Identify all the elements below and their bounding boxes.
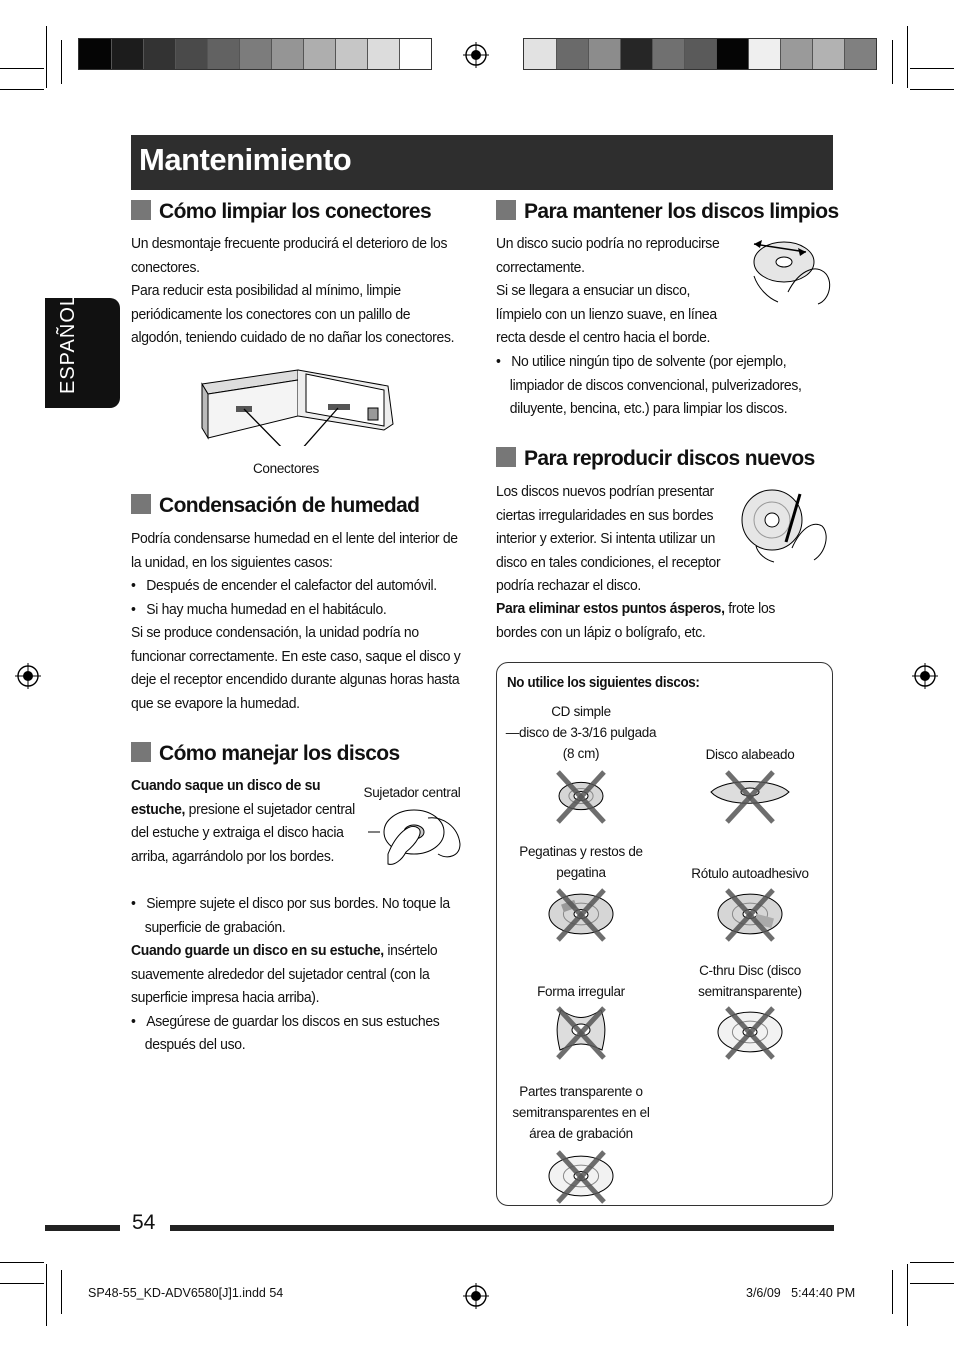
manejar-text-top <box>131 774 358 868</box>
limpios-text-top <box>496 232 737 350</box>
crop-mark <box>907 1264 908 1326</box>
bad-disc-label: Pegatinas y restos de pegatina <box>519 844 643 880</box>
footer-date-info: 3/6/09 5:44:40 PM <box>746 1286 856 1300</box>
bad-disc-label: Rótulo autoadhesivo <box>691 866 809 881</box>
crop-mark <box>910 1262 954 1263</box>
crossed-disc-icon <box>536 1148 626 1208</box>
bullet-item: • Siempre sujete el disco por sus bordes. No toque la superficie de grabación. <box>131 895 450 936</box>
conectores-caption: Conectores <box>252 461 320 476</box>
heading-square-icon <box>496 200 516 220</box>
tone-color-bar <box>523 38 877 70</box>
humedad-text <box>131 527 464 715</box>
heading-square-icon <box>131 200 151 220</box>
limpios-text-bullet <box>496 350 809 421</box>
paragraph: Si se llegara a ensuciar un disco, límpielo con un lienzo suave, en línea recta desde el centro hacia el borde. <box>496 282 717 346</box>
crop-mark <box>892 40 893 84</box>
page-title-bar <box>131 135 833 190</box>
hand-pressing-center-holder-illustration <box>366 804 466 868</box>
nuevos-text-bottom <box>496 597 809 644</box>
registration-mark-icon <box>912 663 938 689</box>
no-utilice-heading: No utilice los siguientes discos: <box>507 675 700 691</box>
bad-disc-label: Disco alabeado <box>705 747 795 762</box>
bad-disc-label: CD simple —disco de 3-3/16 pulgada (8 cm) <box>505 704 657 761</box>
bullet-item: • Si hay mucha humedad en el habitáculo. <box>131 600 387 618</box>
crossed-disc-icon <box>705 1004 795 1064</box>
bad-disc-label: C-thru Disc (disco semitransparente) <box>698 963 802 999</box>
page-title: Mantenimiento <box>139 142 352 177</box>
paragraph: Para eliminar estos puntos ásperos, frote los bordes con un lápiz o bolígrafo, etc. <box>496 600 776 641</box>
crop-mark <box>61 40 62 84</box>
crop-mark <box>910 1283 954 1284</box>
language-tab-label: ESPAÑOL <box>57 294 79 394</box>
crop-mark <box>46 26 47 88</box>
language-tab <box>45 294 120 408</box>
page-number: 54 <box>132 1211 156 1234</box>
paragraph: Para reducir esta posibilidad al mínimo, limpie periódicamente los conectores con un palillo de algodón, teniendo cuidado de no dañar los conectores. <box>131 282 455 346</box>
crossed-disc-icon <box>536 768 626 828</box>
heading-square-icon <box>496 447 516 467</box>
section-heading-humedad: Condensación de humedad <box>131 494 419 518</box>
conectores-text <box>131 232 462 350</box>
footer-rule-right <box>170 1225 834 1231</box>
bullet-item: • No utilice ningún tipo de solvente (por ejemplo, limpiador de discos convencional, pulverizadores, diluyente, bencina, etc.) para limpiar los discos. <box>496 353 802 417</box>
bullet-item: • Después de encender el calefactor del automóvil. <box>131 577 437 594</box>
bad-disc-label: Partes transparente o semitransparentes en el área de grabación <box>512 1084 650 1141</box>
crop-mark <box>61 1270 62 1314</box>
crossed-disc-icon <box>536 886 626 946</box>
paragraph: Cuando saque un disco de su estuche, presione el sujetador central del estuche y extraiga el disco hacia arriba, agarrándolo por los bordes. <box>131 777 355 865</box>
registration-mark-icon <box>463 42 489 68</box>
crop-mark <box>0 1283 44 1284</box>
crop-mark <box>892 1270 893 1314</box>
heading-square-icon <box>131 494 151 514</box>
paragraph: Podría condensarse humedad en el lente del interior de la unidad, en los siguientes casos: <box>131 530 458 571</box>
sujetador-caption: Sujetador central <box>363 785 461 800</box>
section-heading-manejar: Cómo manejar los discos <box>131 742 400 766</box>
crop-mark <box>46 1264 47 1326</box>
grayscale-color-bar <box>78 38 432 70</box>
footer-rule-left <box>45 1225 120 1231</box>
crop-mark <box>910 68 954 69</box>
heading-square-icon <box>131 742 151 762</box>
paragraph: Cuando guarde un disco en su estuche, insértelo suavemente alrededor del sujetador central (con la superficie impresa hacia arriba). <box>131 942 438 1006</box>
section-heading-conectores: Cómo limpiar los conectores <box>131 200 431 224</box>
unit-connectors-illustration <box>198 364 398 446</box>
wiping-disc-illustration <box>748 232 836 308</box>
crop-mark <box>0 1262 44 1263</box>
crop-mark <box>910 89 954 90</box>
bullet-item: • Asegúrese de guardar los discos en sus estuches después del uso. <box>131 1012 440 1053</box>
crossed-disc-icon <box>705 886 795 946</box>
crop-mark <box>0 89 44 90</box>
manejar-text-bottom <box>131 892 464 1057</box>
paragraph: Un desmontaje frecuente producirá el deterioro de los conectores. <box>131 235 448 276</box>
paragraph: Los discos nuevos podrían presentar ciertas irregularidades en sus bordes interior y exterior. Si intenta utilizar un disco en tales condiciones, el receptor podría rechazar el disco. <box>496 483 721 594</box>
registration-mark-icon <box>15 663 41 689</box>
crossed-disc-icon <box>705 768 795 828</box>
paragraph: Un disco sucio podría no reproducirse correctamente. <box>496 235 720 276</box>
nuevos-text-top <box>496 480 731 598</box>
section-heading-nuevos: Para reproducir discos nuevos <box>496 447 815 471</box>
crop-mark <box>907 26 908 88</box>
registration-mark-icon <box>463 1283 489 1309</box>
footer-file-info: SP48-55_KD-ADV6580[J]1.indd 54 <box>88 1286 284 1300</box>
crop-mark <box>0 68 44 69</box>
pencil-on-disc-illustration <box>738 486 834 566</box>
section-heading-limpios: Para mantener los discos limpios <box>496 200 839 224</box>
bad-disc-label: Forma irregular <box>537 984 625 999</box>
paragraph: Si se produce condensación, la unidad podría no funcionar correctamente. En este caso, saque el disco y deje el receptor encendido durante algunas horas hasta que se evapore la humedad. <box>131 624 461 712</box>
crossed-disc-icon <box>536 1004 626 1064</box>
